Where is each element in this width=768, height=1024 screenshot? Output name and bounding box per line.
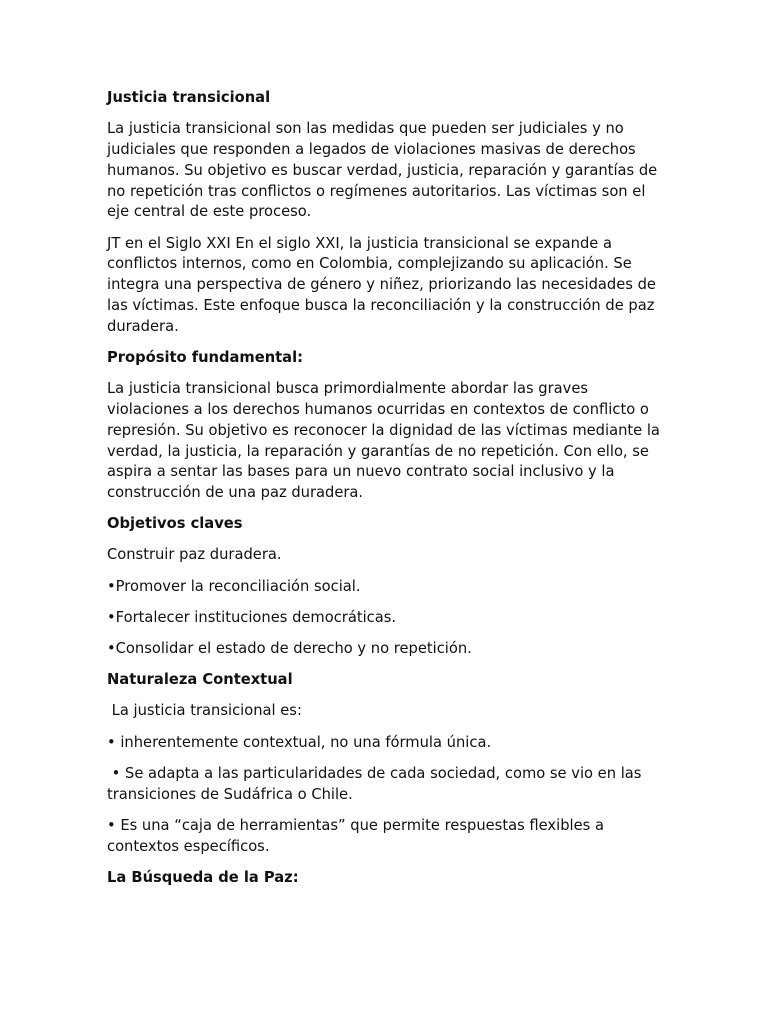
document-page [107, 88, 667, 889]
section-heading: Propósito fundamental: [107, 348, 303, 366]
section-heading: Justicia transicional [107, 89, 271, 106]
list-item: • Se adapta a las particularidades de cada sociedad, como se vio en las transiciones de Sudáfrica o Chile. [107, 764, 647, 803]
section-heading: Naturaleza Contextual [107, 671, 293, 689]
section-heading: La Búsqueda de la Paz: [107, 868, 299, 886]
list-item: La justicia transicional es: [107, 702, 302, 720]
paragraph: La justicia transicional busca primordialmente abordar las graves violaciones a los derechos humanos ocurridas en contextos de conflicto o represión. Su objetivo es reconocer la dignidad de las víctimas mediante la verdad, la justicia, la reparación y garantías de no repetición. Con ello, se aspira a sentar las bases para un nuevo contrato social inclusivo y la construcción de una paz duradera. [107, 380, 665, 502]
list-item: •Promover la reconciliación social. [107, 577, 361, 595]
paragraph: JT en el Siglo XXI En el siglo XXI, la justicia transicional se expande a conflictos internos, como en Colombia, complejizando su aplicación. Se integra una perspectiva de género y niñez, priorizando las necesidades de las víctimas. Este enfoque busca la reconciliación y la construcción de paz duradera. [107, 234, 661, 335]
list-item: • inherentemente contextual, no una fórmula única. [107, 733, 492, 751]
section-heading: Objetivos claves [107, 515, 243, 533]
list-item: Construir paz duradera. [107, 546, 282, 564]
paragraph: La justicia transicional son las medidas que pueden ser judiciales y no judiciales que responden a legados de violaciones masivas de derechos humanos. Su objetivo es buscar verdad, justicia, reparación y garantías de no repetición tras conflictos o regímenes autoritarios. Las víctimas son el eje central de este proceso. [107, 120, 662, 221]
list-item: • Es una “caja de herramientas” que permite respuestas flexibles a contextos específicos. [107, 816, 609, 855]
list-item: •Fortalecer instituciones democráticas. [107, 608, 397, 626]
list-item: •Consolidar el estado de derecho y no repetición. [107, 640, 472, 658]
